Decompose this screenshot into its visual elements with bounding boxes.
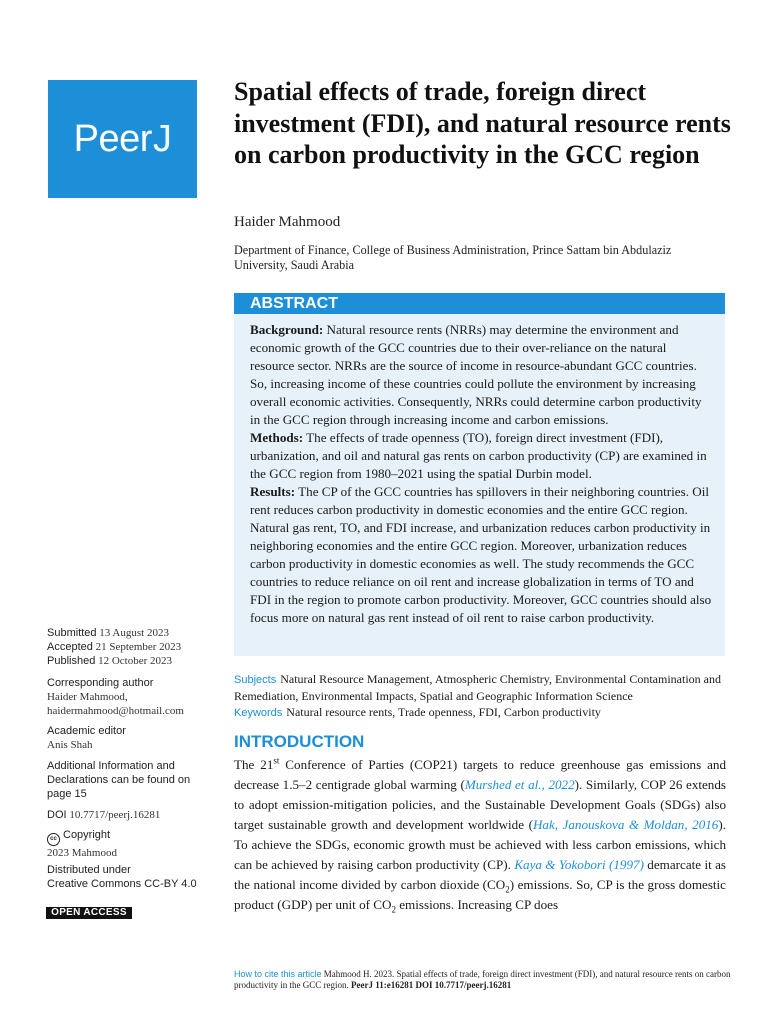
methods-text: The effects of trade openness (TO), foreign direct investment (FDI), urbanization, and oil and natural gas rents on carbon productivity (CP) are examined in the GCC region from 1980–2021 using the spatial Durbin model. [250, 430, 707, 481]
license-label: Distributed under [47, 864, 131, 876]
intro-sub: 2 [505, 884, 510, 895]
copyright-label: Copyright [63, 829, 111, 841]
accepted-label: Accepted [47, 641, 93, 653]
accepted-date [47, 640, 207, 654]
subjects-label: Subjects [234, 674, 277, 686]
submitted-date [47, 626, 207, 640]
published-value: 12 October 2023 [98, 655, 173, 667]
logo-j: J [152, 117, 172, 160]
corr-label: Corresponding author [47, 677, 154, 689]
subjects-text: Natural Resource Management, Atmospheric Chemistry, Environmental Contamination and Remediation, Environmental Impacts, Spatial and Geographic Information Science [234, 672, 721, 703]
cc-icon: cc [47, 833, 60, 846]
methods-label: Methods: [250, 430, 304, 445]
abstract-background [250, 321, 713, 429]
additional-info [47, 759, 207, 801]
footer-text: Mahmood H. 2023. Spatial effects of trade, foreign direct investment (FDI), and natural resource rents on carbon productivity in the GCC region. [234, 969, 731, 990]
footer-journal: PeerJ 11:e16281 DOI 10.7717/peerj.16281 [351, 980, 512, 990]
affiliation: Department of Finance, College of Business Administration, Prince Sattam bin Abdulaziz University, Saudi Arabia [234, 243, 672, 272]
dates-block [47, 626, 207, 668]
intro-text: Conference of Parties (COP21) targets to reduce greenhouse gas emissions and decrease 1.5–2 centigrade global warming ( [234, 757, 726, 792]
citation-link[interactable]: Hak, Janouskova & Moldan, 2016 [532, 817, 719, 832]
footer-label: How to cite this article [234, 969, 322, 979]
introduction-heading: INTRODUCTION [234, 732, 365, 751]
intro-text: demarcate it as the national income divided by carbon dioxide (CO [234, 857, 726, 892]
doi-value[interactable]: 10.7717/peerj.16281 [69, 809, 161, 821]
submitted-value: 13 August 2023 [99, 627, 169, 639]
intro-text: emissions. Increasing CP does [395, 897, 559, 912]
license [47, 863, 207, 891]
editor-name: Anis Shah [47, 739, 93, 751]
corr-name: Haider Mahmood, [47, 691, 128, 703]
academic-editor [47, 724, 207, 752]
corresponding-author [47, 676, 207, 718]
published-label: Published [47, 655, 96, 667]
corr-email[interactable]: haidermahmood@hotmail.com [47, 705, 184, 717]
abstract-results [250, 483, 713, 627]
license-value[interactable]: Creative Commons CC-BY 4.0 [47, 878, 197, 890]
doi [47, 808, 207, 822]
intro-text: ). Similarly, COP 26 extends to adopt emission-mitigation policies, and the Sustainable Development Goals (SDGs) also target sustainable growth and development worldwide ( [234, 777, 727, 832]
background-text: Natural resource rents (NRRs) may determine the environment and economic growth of the GCC countries due to their over-reliance on the natural resource sector. NRRs are the source of income in resource-abundant GCC countries. So, increasing income of these countries could pollute the environment by increasing overall economic activities. Consequently, NRRs could determine carbon productivity in the GCC region through increasing income and carbon emissions. [250, 322, 702, 427]
editor-label: Academic editor [47, 725, 126, 737]
abstract-body [234, 314, 725, 656]
citation-link[interactable]: Kaya & Yokobori (1997) [514, 857, 644, 872]
abstract-methods [250, 429, 713, 483]
results-text: The CP of the GCC countries has spillovers in their neighboring countries. Oil rent reduces carbon productivity in domestic economies and the entire GCC region. Natural gas rent, TO, and FDI increase, and urbanization reduces carbon productivity in neighboring economies and the entire GCC region. Moreover, urbanization reduces carbon productivity in domestic economies as well. The study recommends the GCC countries to reduce reliance on oil rent and increase globalization in terms of TO and FDI in the region to promote carbon productivity. Moreover, GCC countries should also focus more on natural gas rent instead of oil rent to raise carbon productivity. [250, 484, 712, 625]
citation-footer [234, 969, 734, 991]
peerj-logo [48, 80, 197, 198]
logo-text: Peer [73, 117, 152, 160]
additional-text[interactable]: Additional Information and Declarations can be found on page 15 [47, 760, 191, 800]
intro-text: The 21 [234, 757, 274, 772]
author-name: Haider Mahmood [234, 214, 341, 230]
subjects [234, 671, 734, 704]
published-date [47, 654, 207, 668]
article-title: Spatial effects of trade, foreign direct investment (FDI), and natural resource rents on carbon productivity in the GCC region [234, 77, 731, 169]
intro-sup: st [273, 755, 280, 766]
copyright [47, 828, 207, 860]
accepted-value: 21 September 2023 [95, 641, 182, 653]
copyright-value: 2023 Mahmood [47, 847, 117, 859]
intro-sub: 2 [391, 904, 396, 915]
intro-text: ) emissions. So, CP is the gross domestic product (GDP) per unit of CO [234, 877, 726, 912]
intro-text: ). To achieve the SDGs, economic growth must be achieved with less carbon emissions, which can be achieved by raising carbon productivity (CP). [234, 817, 726, 872]
keywords-label: Keywords [234, 707, 283, 719]
subjects-keywords [234, 671, 734, 721]
open-access-badge: OPEN ACCESS [46, 907, 132, 919]
keywords [234, 704, 734, 721]
results-label: Results: [250, 484, 296, 499]
keywords-text: Natural resource rents, Trade openness, FDI, Carbon productivity [286, 705, 601, 719]
citation-link[interactable]: Murshed et al., 2022 [464, 777, 575, 792]
background-label: Background: [250, 322, 324, 337]
introduction-paragraph [234, 755, 726, 915]
abstract-heading: ABSTRACT [234, 293, 725, 314]
doi-label: DOI [47, 809, 67, 821]
submitted-label: Submitted [47, 627, 97, 639]
